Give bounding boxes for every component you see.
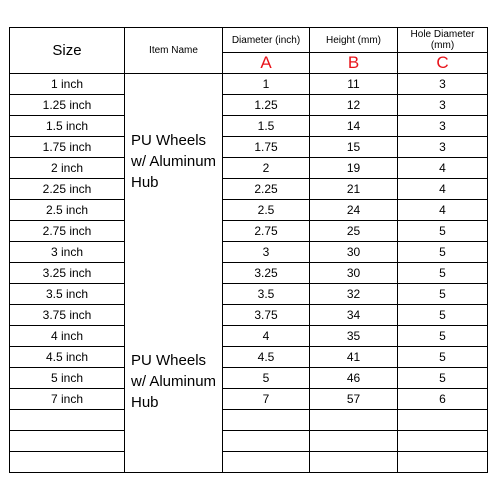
diameter-cell: 7 [223,389,310,410]
diameter-cell: 2.25 [223,179,310,200]
hole-diameter-cell: 5 [398,284,488,305]
diameter-cell: 2 [223,158,310,179]
height-cell: 57 [310,389,398,410]
table-row [10,200,488,221]
height-cell: 25 [310,221,398,242]
size-cell: 3.25 inch [10,263,125,284]
size-cell: 5 inch [10,368,125,389]
height-cell: 11 [310,74,398,95]
height-cell [310,452,398,473]
height-cell: 12 [310,95,398,116]
height-cell: 32 [310,284,398,305]
item-name-header: Item Name [125,28,223,74]
diameter-cell: 2.5 [223,200,310,221]
diameter-cell [223,431,310,452]
item-name-line: w/ Aluminum [131,153,217,170]
diameter-cell: 5 [223,368,310,389]
diameter-cell: 1.75 [223,137,310,158]
table-row [10,221,488,242]
table-row [10,137,488,158]
diameter-cell: 3 [223,242,310,263]
height-cell: 15 [310,137,398,158]
letter-a: A [260,53,272,72]
size-header: Size [10,28,125,74]
size-cell: 3.5 inch [10,284,125,305]
dimension-letter-b [310,53,398,74]
hole-diameter-cell: 4 [398,200,488,221]
item-name-text [131,350,216,413]
hole-diameter-cell: 5 [398,242,488,263]
item-name-line: Hub [131,174,159,191]
hole-diameter-cell: 5 [398,305,488,326]
height-cell: 30 [310,242,398,263]
hole-diameter-cell: 6 [398,389,488,410]
hole-diameter-cell: 5 [398,263,488,284]
diameter-cell: 2.75 [223,221,310,242]
height-cell: 19 [310,158,398,179]
table-row [10,179,488,200]
letter-b: B [347,53,360,72]
size-cell: 3.75 inch [10,305,125,326]
hole-diameter-cell [398,452,488,473]
height-cell: 34 [310,305,398,326]
hole-diameter-cell [398,431,488,452]
spec-table-body [10,74,488,473]
table-row [10,116,488,137]
table-row [10,347,488,368]
item-name-cell [125,74,223,473]
hole-diameter-cell: 4 [398,179,488,200]
size-cell: 2.5 inch [10,200,125,221]
size-cell: 1.5 inch [10,116,125,137]
hole-diameter-cell: 3 [398,95,488,116]
diameter-header: Diameter (inch) [223,28,310,53]
size-cell [10,431,125,452]
dimension-letter-c [398,53,488,74]
diameter-cell: 3.5 [223,284,310,305]
item-name-line: w/ Aluminum [131,373,217,390]
height-cell: 21 [310,179,398,200]
hole-diameter-cell: 5 [398,368,488,389]
size-cell: 2 inch [10,158,125,179]
hole-diameter-cell: 5 [398,326,488,347]
hole-diameter-cell: 3 [398,116,488,137]
diameter-cell: 4 [223,326,310,347]
height-cell: 35 [310,326,398,347]
height-cell: 46 [310,368,398,389]
item-name-line: PU Wheels [131,352,207,369]
height-cell: 41 [310,347,398,368]
item-name-text [131,130,216,193]
table-row [10,389,488,410]
diameter-cell: 1 [223,74,310,95]
diameter-cell [223,410,310,431]
table-row [10,263,488,284]
letter-c: C [436,53,449,72]
height-cell [310,431,398,452]
table-row [10,74,488,95]
hole-diameter-cell [398,410,488,431]
table-row [10,431,488,452]
table-row [10,326,488,347]
table-row [10,305,488,326]
height-header: Height (mm) [310,28,398,53]
table-row [10,242,488,263]
height-cell: 14 [310,116,398,137]
table-row [10,158,488,179]
hole-diameter-cell: 5 [398,347,488,368]
size-cell: 2.25 inch [10,179,125,200]
hole-diameter-cell: 3 [398,74,488,95]
item-name-line: PU Wheels [131,132,207,149]
spec-table [9,27,488,473]
diameter-cell: 4.5 [223,347,310,368]
height-cell: 24 [310,200,398,221]
size-cell: 4 inch [10,326,125,347]
size-cell: 1.25 inch [10,95,125,116]
diameter-cell: 3.25 [223,263,310,284]
table-row [10,284,488,305]
diameter-cell: 3.75 [223,305,310,326]
hole-diameter-cell: 3 [398,137,488,158]
size-cell: 4.5 inch [10,347,125,368]
hole-diameter-cell: 5 [398,221,488,242]
size-cell: 1 inch [10,74,125,95]
table-row [10,410,488,431]
size-cell: 3 inch [10,242,125,263]
hole-diameter-header: Hole Diameter (mm) [398,28,488,53]
height-cell [310,410,398,431]
size-cell: 2.75 inch [10,221,125,242]
table-row [10,95,488,116]
height-cell: 30 [310,263,398,284]
item-name-line: Hub [131,394,159,411]
dimension-letter-a [223,53,310,74]
diameter-cell: 1.5 [223,116,310,137]
size-cell: 7 inch [10,389,125,410]
hole-diameter-cell: 4 [398,158,488,179]
table-row [10,368,488,389]
table-row [10,452,488,473]
size-cell: 1.75 inch [10,137,125,158]
diameter-cell [223,452,310,473]
diameter-cell: 1.25 [223,95,310,116]
size-cell [10,452,125,473]
size-cell [10,410,125,431]
